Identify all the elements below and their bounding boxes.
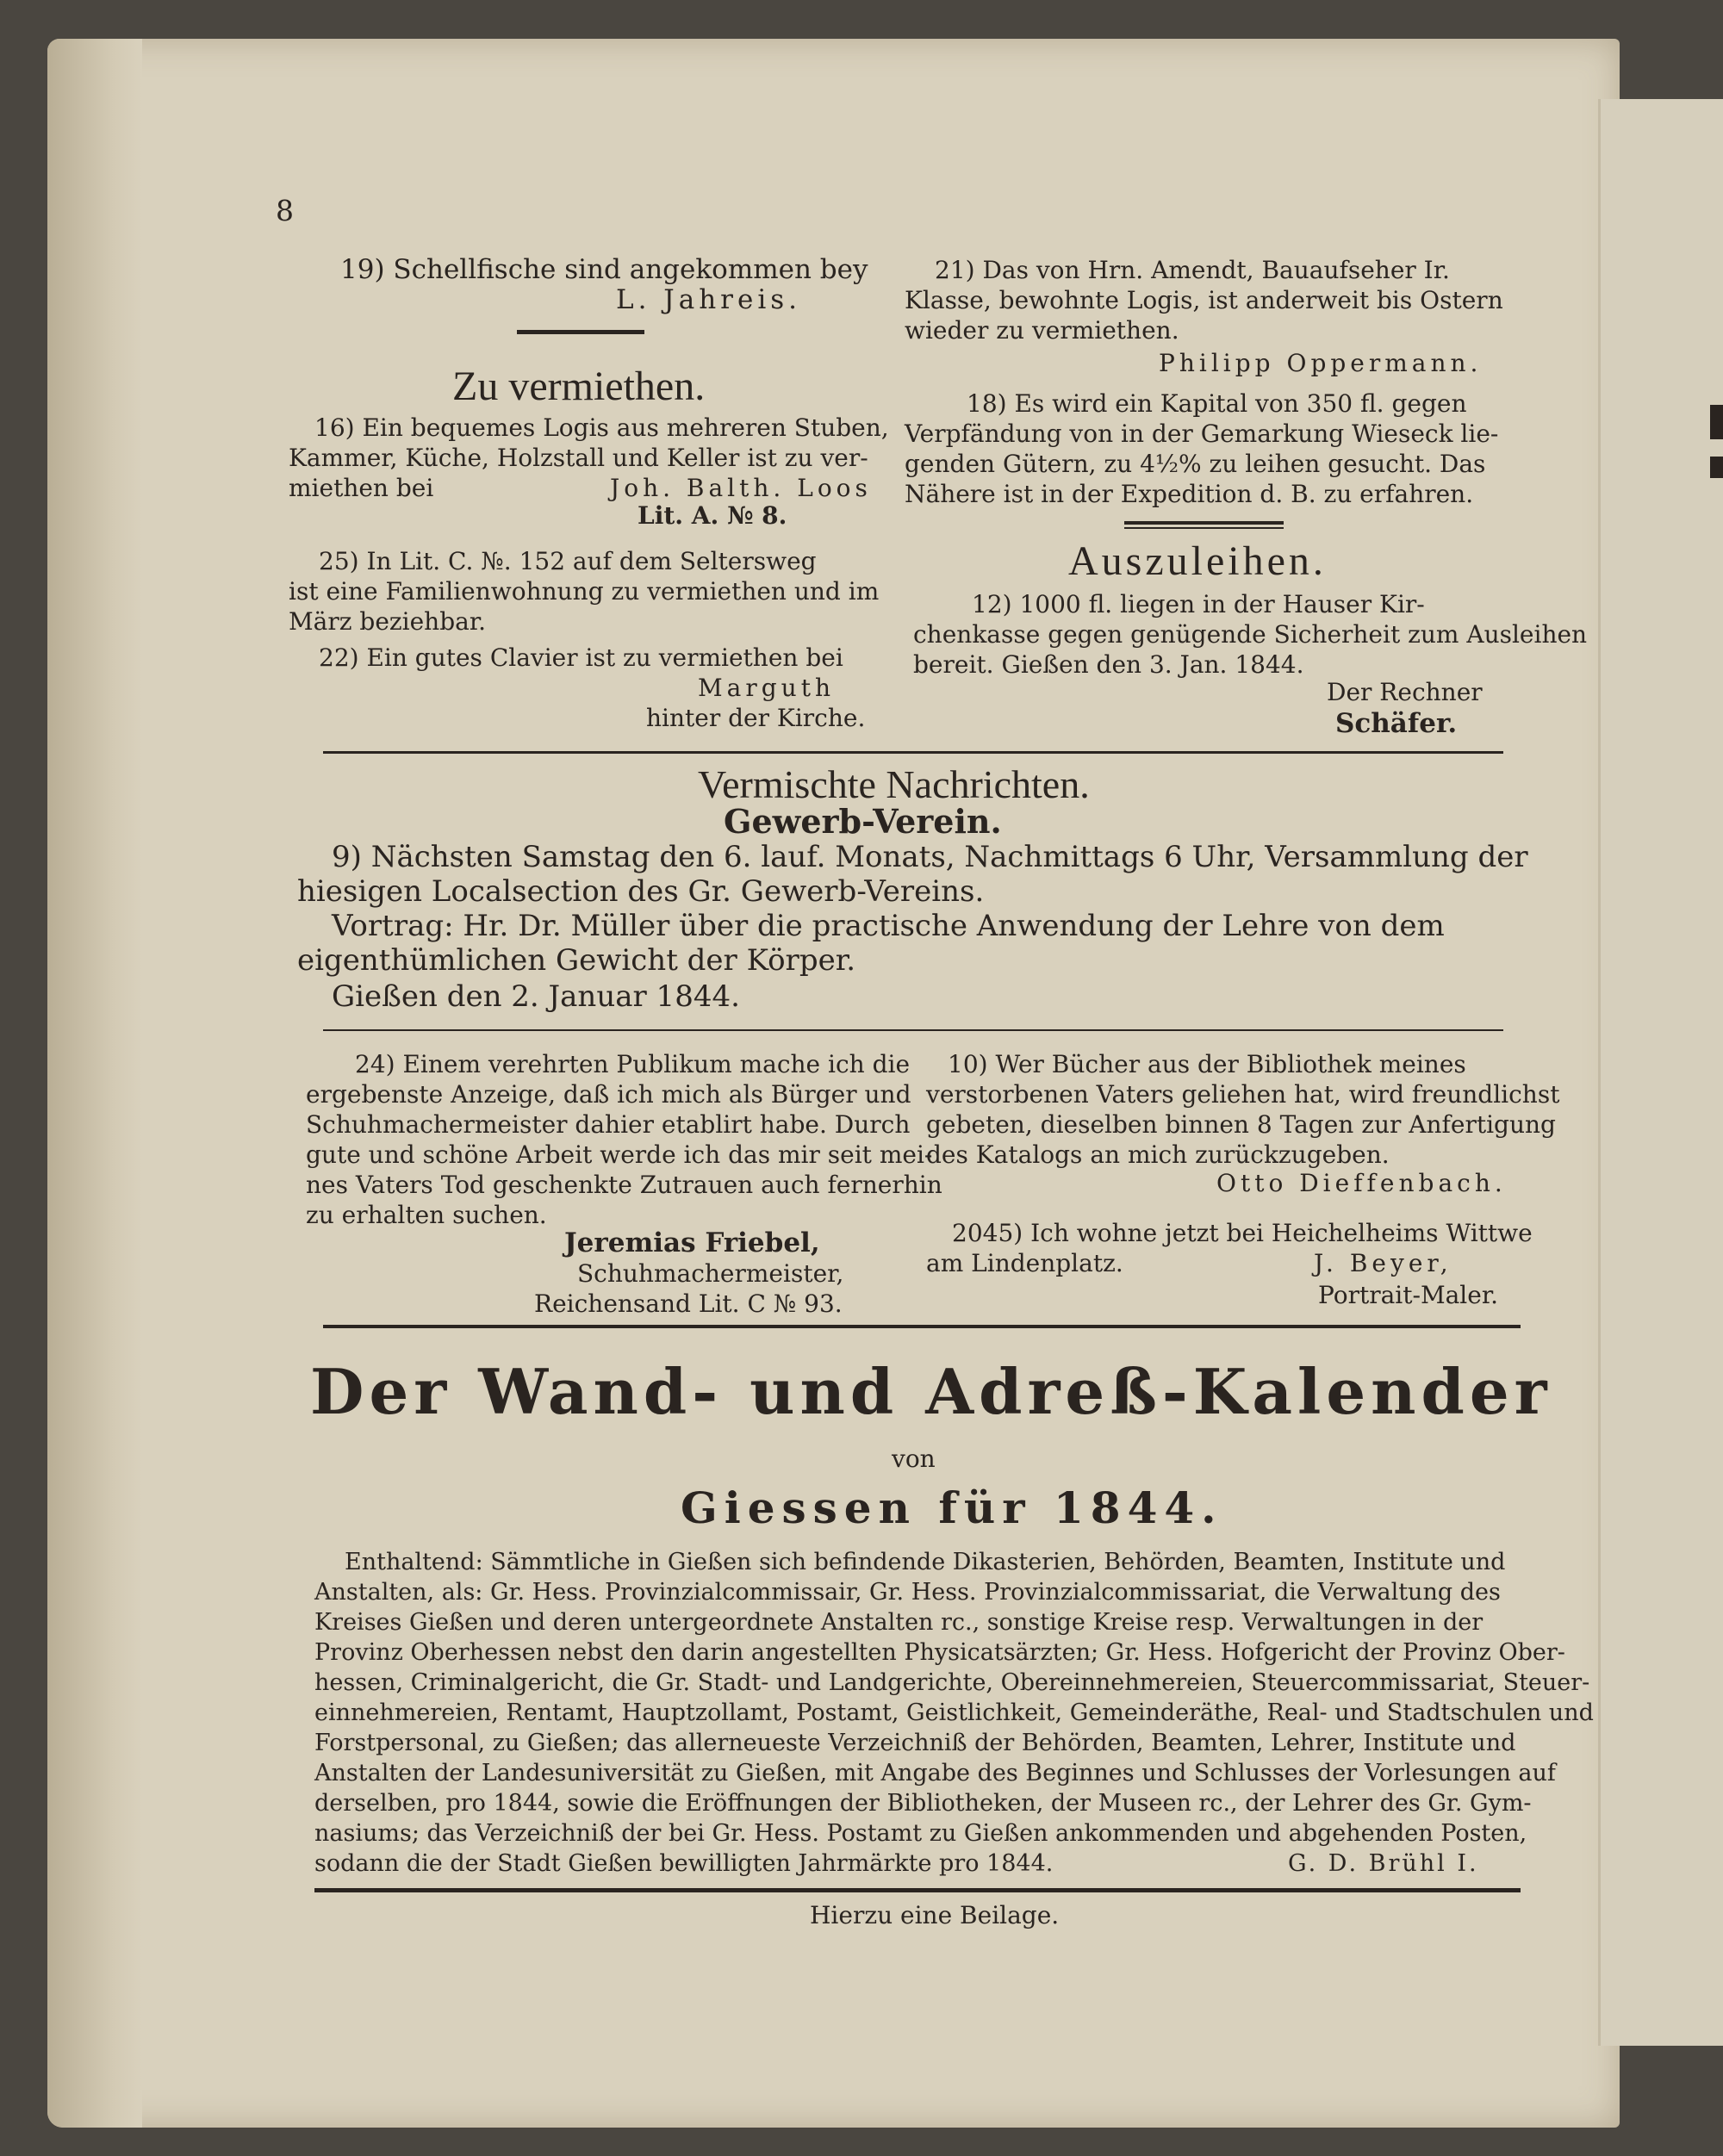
heading-zu-vermiethen: Zu vermiethen.	[452, 363, 706, 409]
ad-22-name: Marguth	[698, 674, 835, 702]
ad-24-name: Jeremias Friebel,	[564, 1227, 820, 1258]
bleed-mark	[1710, 405, 1723, 439]
divider	[517, 330, 644, 334]
ad-16-name: Joh. Balth. Loos	[610, 474, 872, 502]
heading-auszuleihen: Auszuleihen.	[1068, 538, 1327, 584]
divider	[1124, 527, 1284, 529]
notice-9-line1: 9) Nächsten Samstag den 6. lauf. Monats, Nachmittags 6 Uhr, Versammlung der	[332, 840, 1528, 874]
ad-21-name: Philipp Oppermann.	[1159, 349, 1483, 377]
section-rule	[323, 1029, 1503, 1031]
ad-24-line6: zu erhalten suchen.	[306, 1201, 547, 1229]
ad-2045-name: J. Beyer,	[1314, 1249, 1452, 1277]
page-number: 8	[276, 194, 294, 227]
ad-10-line1: 10) Wer Bücher aus der Bibliothek meines	[948, 1050, 1466, 1078]
kalender-line5: hessen, Criminalgericht, die Gr. Stadt- und Landgerichte, Obereinnehmereien, Steuercommissariat, Steuer-	[314, 1669, 1590, 1696]
ad-16-line3: miethen bei	[289, 474, 434, 502]
ad-25-line1: 25) In Lit. C. №. 152 auf dem Seltersweg	[319, 547, 817, 575]
kalender-line1: Enthaltend: Sämmtliche in Gießen sich befindende Dikasterien, Behörden, Beamten, Institute und	[345, 1549, 1506, 1575]
kalender-line11: sodann die der Stadt Gießen bewilligten Jahrmärkte pro 1844.	[314, 1850, 1054, 1877]
ad-21-line3: wieder zu vermiethen.	[905, 316, 1179, 345]
footer-beilage: Hierzu eine Beilage.	[810, 1901, 1060, 1929]
section-rule	[323, 751, 1503, 754]
ad-21-line2: Klasse, bewohnte Logis, ist anderweit bis Ostern	[905, 286, 1503, 314]
ad-24-address: Reichensand Lit. C № 93.	[534, 1289, 843, 1318]
kalender-line8: Anstalten der Landesuniversität zu Gießen, mit Angabe des Beginnes und Schlusses der Vorlesungen auf	[314, 1760, 1556, 1786]
ad-25-line3: März beziehbar.	[289, 607, 487, 636]
ad-10-line2: verstorbenen Vaters geliehen hat, wird freundlichst	[926, 1080, 1560, 1109]
ad-18-line2: Verpfändung von in der Gemarkung Wieseck lie-	[905, 419, 1499, 448]
kalender-line4: Provinz Oberhessen nebst den darin angestellten Physicatsärzten; Gr. Hess. Hofgericht der Provinz Ober-	[314, 1639, 1565, 1666]
notice-9-line5: Gießen den 2. Januar 1844.	[332, 979, 740, 1014]
ad-24-line5: nes Vaters Tod geschenkte Zutrauen auch fernerhin	[306, 1171, 942, 1199]
ad-22-line1: 22) Ein gutes Clavier ist zu vermiethen bei	[319, 643, 843, 672]
ad-12-line3: bereit. Gießen den 3. Jan. 1844.	[913, 650, 1304, 679]
ad-10-line3: gebeten, dieselben binnen 8 Tagen zur Anfertigung	[926, 1110, 1556, 1139]
ad-18-line1: 18) Es wird ein Kapital von 350 fl. gegen	[967, 389, 1467, 418]
ad-25-line2: ist eine Familienwohnung zu vermiethen und im	[289, 577, 880, 606]
ad-12-signature-name: Schäfer.	[1335, 708, 1458, 739]
divider	[1124, 521, 1284, 525]
ad-19-line1: 19) Schellfische sind angekommen bey	[340, 254, 868, 285]
kalender-title: Der Wand- und Adreß-Kalender	[310, 1355, 1552, 1428]
ad-16-address: Lit. A. № 8.	[638, 501, 787, 530]
ad-24-line3: Schuhmachermeister dahier etablirt habe. Durch	[306, 1110, 911, 1139]
ad-18-line3: genden Gütern, zu 4½% zu leihen gesucht. Das	[905, 450, 1486, 478]
heading-vermischte-nachrichten: Vermischte Nachrichten.	[698, 762, 1090, 806]
kalender-line6: einnehmereien, Rentamt, Hauptzollamt, Postamt, Geistlichkeit, Gemeinderäthe, Real- und Stadtschulen und	[314, 1699, 1594, 1726]
section-rule	[314, 1888, 1521, 1892]
subheading-gewerb-verein: Gewerb-Verein.	[724, 802, 1002, 841]
binding-edge	[47, 39, 142, 2128]
ad-18-line4: Nähere ist in der Expedition d. B. zu erfahren.	[905, 480, 1474, 508]
notice-9-line2: hiesigen Localsection des Gr. Gewerb-Vereins.	[297, 874, 985, 909]
next-page-edge	[1598, 99, 1723, 2046]
kalender-line7: Forstpersonal, zu Gießen; das allerneueste Verzeichniß der Behörden, Beamten, Lehrer, Institute und	[314, 1730, 1516, 1756]
ad-21-line1: 21) Das von Hrn. Amendt, Bauaufseher Ir.	[935, 256, 1450, 284]
ad-24-line4: gute und schöne Arbeit werde ich das mir seit mei-	[306, 1140, 933, 1169]
kalender-von: von	[892, 1445, 936, 1473]
notice-9-line4: eigenthümlichen Gewicht der Körper.	[297, 943, 856, 978]
kalender-signature: G. D. Brühl I.	[1288, 1850, 1479, 1877]
ad-16-line1: 16) Ein bequemes Logis aus mehreren Stuben,	[314, 413, 889, 442]
ad-12-signature-title: Der Rechner	[1327, 678, 1483, 706]
kalender-line9: derselben, pro 1844, sowie die Eröffnungen der Bibliotheken, der Museen rc., der Lehrer des Gr. Gym-	[314, 1790, 1532, 1817]
ad-24-line2: ergebenste Anzeige, daß ich mich als Bürger und	[306, 1080, 911, 1109]
ad-2045-line1: 2045) Ich wohne jetzt bei Heichelheims Wittwe	[952, 1219, 1533, 1247]
ad-12-line1: 12) 1000 fl. liegen in der Hauser Kir-	[972, 590, 1425, 618]
kalender-subtitle: Giessen für 1844.	[681, 1482, 1223, 1533]
ad-24-line1: 24) Einem verehrten Publikum mache ich die	[355, 1050, 911, 1078]
section-rule	[323, 1325, 1521, 1328]
ad-24-trade: Schuhmachermeister,	[577, 1259, 844, 1288]
ad-22-address: hinter der Kirche.	[646, 704, 866, 732]
ad-19-signature: L. Jahreis.	[616, 284, 802, 315]
kalender-line10: nasiums; das Verzeichniß der bei Gr. Hess. Postamt zu Gießen ankommenden und abgehenden Posten,	[314, 1820, 1527, 1847]
ad-12-line2: chenkasse gegen genügende Sicherheit zum Ausleihen	[913, 620, 1588, 649]
ad-10-name: Otto Dieffenbach.	[1216, 1169, 1507, 1197]
kalender-line2: Anstalten, als: Gr. Hess. Provinzialcommissair, Gr. Hess. Provinzialcommissariat, die Verwaltung des	[314, 1579, 1501, 1606]
ad-10-line4: des Katalogs an mich zurückzugeben.	[926, 1140, 1390, 1169]
ad-2045-trade: Portrait-Maler.	[1318, 1281, 1499, 1309]
ad-2045-line2: am Lindenplatz.	[926, 1249, 1123, 1277]
bleed-mark	[1710, 457, 1723, 478]
ad-16-line2: Kammer, Küche, Holzstall und Keller ist zu ver-	[289, 444, 868, 472]
notice-9-line3: Vortrag: Hr. Dr. Müller über die practische Anwendung der Lehre von dem	[332, 909, 1445, 943]
kalender-line3: Kreises Gießen und deren untergeordnete Anstalten rc., sonstige Kreise resp. Verwaltungen in der	[314, 1609, 1484, 1636]
